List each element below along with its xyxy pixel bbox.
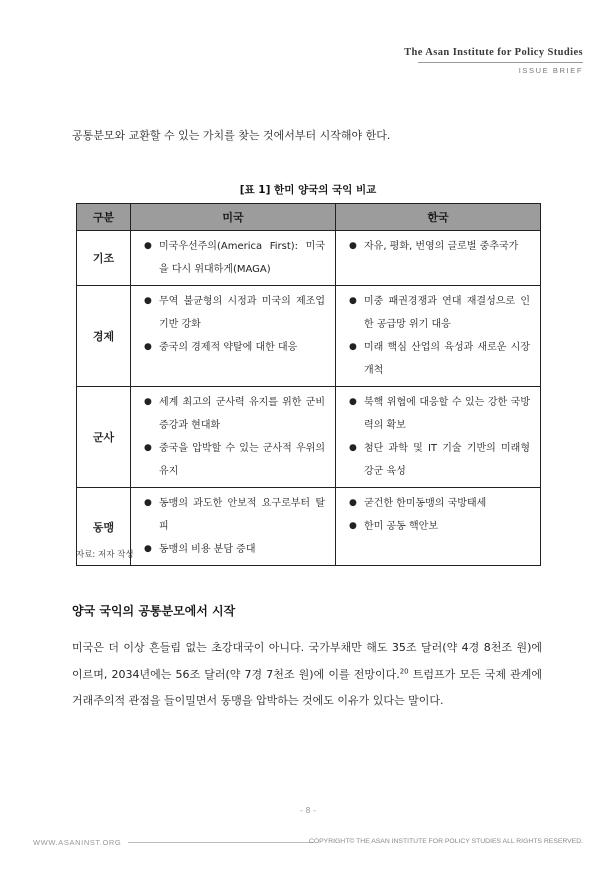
bullet-item: ● 첨단 과학 및 IT 기술 기반의 미래형 강군 육성	[336, 437, 540, 483]
footnote-reference[interactable]: 20	[399, 666, 409, 675]
bullet-item: ● 중국을 압박할 수 있는 군사적 우위의 유지	[131, 437, 335, 483]
row-category: 동맹	[77, 488, 131, 566]
table-row-military	[77, 387, 541, 488]
section-heading: 양국 국익의 공통분모에서 시작	[72, 604, 236, 618]
bullet-item: ● 세계 최고의 군사력 유지를 위한 군비 증강과 현대화	[131, 391, 335, 437]
bullet-item: ● 중국의 경제적 약탈에 대한 대응	[131, 336, 335, 359]
usa-cell	[131, 286, 336, 387]
row-category: 군사	[77, 387, 131, 488]
bullet-item: ● 굳건한 한미동맹의 국방태세	[336, 492, 540, 515]
header-brand	[404, 47, 583, 75]
bullet-item: ● 동맹의 과도한 안보적 요구로부터 탈피	[131, 492, 335, 538]
usa-cell	[131, 387, 336, 488]
korea-cell	[336, 488, 541, 566]
table-row-alliance	[77, 488, 541, 566]
header-usa: 미국	[131, 204, 336, 231]
institute-name: The Asan Institute for Policy Studies	[404, 47, 583, 58]
table-row-stance	[77, 231, 541, 286]
row-category: 기조	[77, 231, 131, 286]
table-caption: [표 1] 한미 양국의 국익 비교	[239, 184, 377, 196]
bullet-item: ● 미국우선주의(America First): 미국을 다시 위대하게(MAGA)	[131, 235, 335, 281]
row-category: 경제	[77, 286, 131, 387]
page-number: - 8 -	[300, 806, 316, 815]
table-source: 자료: 저자 작성	[76, 550, 134, 560]
header-korea: 한국	[336, 204, 541, 231]
header-category: 구분	[77, 204, 131, 231]
footer-copyright: COPYRIGHT© THE ASAN INSTITUTE FOR POLICY STUDIES ALL RIGHTS RESERVED.	[308, 838, 583, 845]
bullet-item: ● 무역 불균형의 시정과 미국의 제조업 기반 강화	[131, 290, 335, 336]
bullet-item: ● 북핵 위협에 대응할 수 있는 강한 국방력의 확보	[336, 391, 540, 437]
comparison-table	[76, 203, 541, 566]
usa-cell	[131, 231, 336, 286]
bullet-item: ● 자유, 평화, 번영의 글로벌 중추국가	[336, 235, 540, 258]
korea-cell	[336, 231, 541, 286]
korea-cell	[336, 387, 541, 488]
korea-cell	[336, 286, 541, 387]
table-header-row	[77, 204, 541, 231]
paragraph-text-1: 미국은 더 이상 흔들림 없는 초강대국이 아니다. 국가부채만 해도 35조 달러(약 4경 8천조 원)에 이르며, 2034년에는 56조 달러(약 7경 7천조 원)에 이를 전망이다.	[72, 641, 542, 681]
bullet-item: ● 미래 핵심 산업의 육성과 새로운 시장 개척	[336, 336, 540, 382]
header-divider	[418, 62, 583, 63]
table-row-economy	[77, 286, 541, 387]
publication-label: ISSUE BRIEF	[518, 66, 583, 75]
bullet-item: ● 동맹의 비용 분담 증대	[131, 538, 335, 561]
bullet-item: ● 한미 공동 핵안보	[336, 515, 540, 538]
bullet-item: ● 미중 패권경쟁과 연대 재결성으로 인한 공급망 위기 대응	[336, 290, 540, 336]
footer-website-link[interactable]: WWW.ASANINST.ORG	[33, 838, 122, 847]
paragraph-text-2: 트럼프가 모든 국제 관계에 거래주의적 관점을 들이밀면서 동맹을 압박하는 것에도 이유가 있다는 말이다.	[72, 667, 543, 707]
body-paragraph	[72, 635, 542, 715]
intro-text: 공통분모와 교환할 수 있는 가치를 찾는 것에서부터 시작해야 한다.	[72, 129, 391, 142]
usa-cell	[131, 488, 336, 566]
footer-divider	[128, 842, 314, 843]
